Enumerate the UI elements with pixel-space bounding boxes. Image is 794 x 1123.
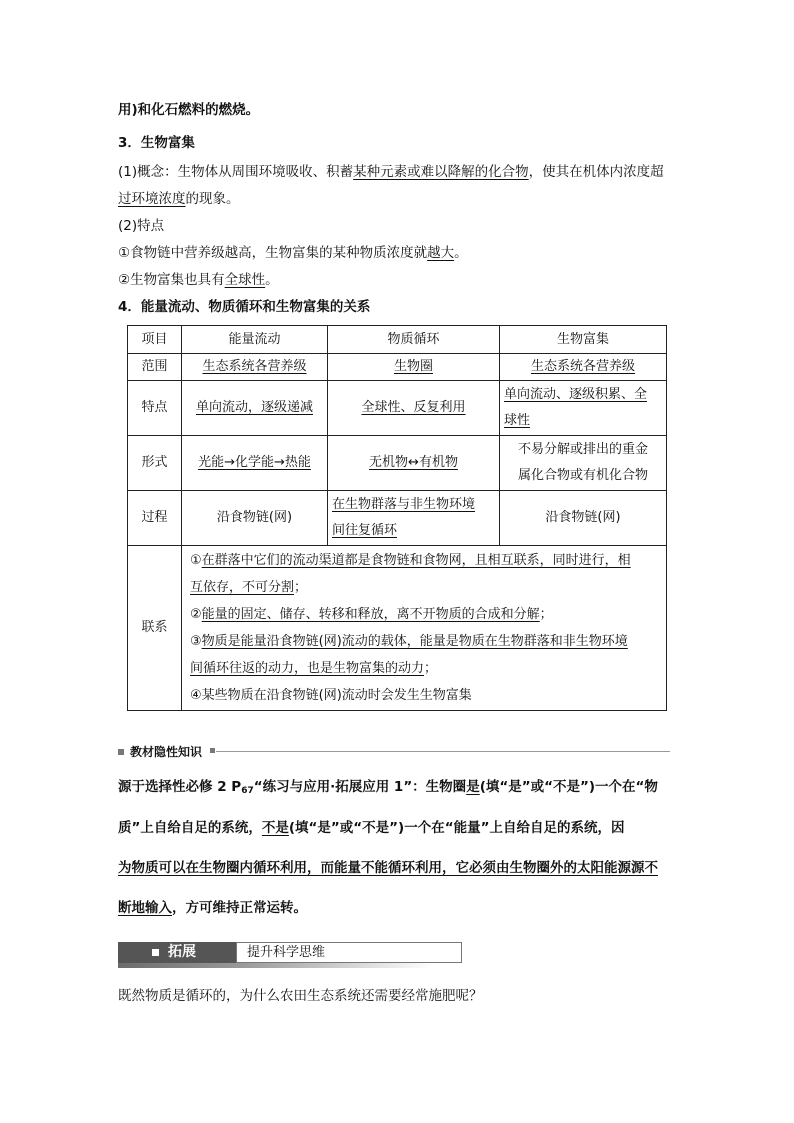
table-cell: 生态系统各营养级 — [182, 354, 328, 381]
square-bullet-icon — [210, 748, 215, 753]
feature-title: (2)特点 — [118, 218, 165, 234]
table-cell: 不易分解或排出的重金 属化合物或有机化合物 — [500, 436, 667, 491]
table-cell: 生物圈 — [328, 354, 500, 381]
row-label: 范围 — [128, 354, 182, 381]
table-cell: 沿食物链(网) — [500, 491, 667, 546]
table-cell: 沿食物链(网) — [182, 491, 328, 546]
concept-line-1: (1)概念：生物体从周围环境吸收、积蓄某种元素或难以降解的化合物，使其在机体内浓度超 — [118, 164, 664, 180]
row-label: 特点 — [128, 381, 182, 436]
table-cell: 在生物群落与非生物环境 间往复循环 — [328, 491, 500, 546]
table-row — [128, 436, 667, 491]
hidden-line-4: 断地输入，方可维持正常运转。 — [118, 900, 307, 916]
hidden-line-1: 源于选择性必修 2 $P_{67}“$练习与应用·拓展应用 1”：生物圈是(填“是”或“不是”)一个在“物 — [118, 779, 658, 796]
table-row — [128, 354, 667, 381]
row-label: 形式 — [128, 436, 182, 491]
section-3-title: 3．生物富集 — [118, 135, 195, 151]
header-enrich: 生物富集 — [500, 326, 667, 354]
banner-subtitle-box — [236, 942, 462, 963]
concept-line-2: 过环境浓度的现象。 — [118, 191, 240, 207]
square-bullet-icon — [152, 949, 159, 956]
feature-2: ②生物富集也具有全球性。 — [118, 272, 279, 288]
table-cell: 光能→化学能→热能 — [182, 436, 328, 491]
table-row — [128, 326, 667, 354]
table-cell: 单向流动，逐级递减 — [182, 381, 328, 436]
comparison-table — [127, 325, 667, 711]
row-label: 联系 — [128, 546, 182, 711]
table-cell: 生态系统各营养级 — [500, 354, 667, 381]
square-bullet-icon — [118, 749, 124, 755]
divider — [216, 751, 670, 752]
link-cell: ①在群落中它们的流动渠道都是食物链和食物网，且相互联系，同时进行，相 互依存，不可分割； ②能量的固定、储存、转移和释放，离不开物质的合成和分解； ③物质是能量沿食物链(网)流动的载体，能量是物质在生物群落和非生物环境 间循环往返的动力，也是生物富集的动力； ④某些物质在沿食物链(网)流动时会发生生物富集 — [182, 546, 667, 711]
table-row — [128, 381, 667, 436]
hidden-line-3: 为物质可以在生物圈内循环利用，而能量不能循环利用，它必须由生物圈外的太阳能源源不 — [118, 860, 658, 876]
table-row — [128, 491, 667, 546]
header-matter: 物质循环 — [328, 326, 500, 354]
banner-subtitle: 提升科学思维 — [247, 945, 326, 960]
row-label: 过程 — [128, 491, 182, 546]
table-row — [128, 546, 667, 711]
banner-tag — [118, 942, 236, 963]
section-4-title: 4．能量流动、物质循环和生物富集的关系 — [118, 299, 371, 315]
table-cell: 单向流动、逐级积累、全 球性 — [500, 381, 667, 436]
feature-1: ①食物链中营养级越高，生物富集的某种物质浓度就越大。 — [118, 245, 468, 261]
hidden-knowledge-title: 教材隐性知识 — [118, 743, 202, 760]
table-cell: 无机物↔有机物 — [328, 436, 500, 491]
question-text: 既然物质是循环的，为什么农田生态系统还需要经常施肥呢？ — [118, 988, 483, 1004]
header-item: 项目 — [128, 326, 182, 354]
continued-line: 用)和化石燃料的燃烧。 — [118, 102, 260, 118]
banner-tag-label: 拓展 — [168, 944, 196, 960]
hidden-line-2: 质”上自给自足的系统，不是(填“是”或“不是”)一个在“能量”上自给自足的系统，因 — [118, 820, 625, 836]
extension-banner — [118, 942, 432, 968]
table-cell: 全球性、反复利用 — [328, 381, 500, 436]
header-energy: 能量流动 — [182, 326, 328, 354]
